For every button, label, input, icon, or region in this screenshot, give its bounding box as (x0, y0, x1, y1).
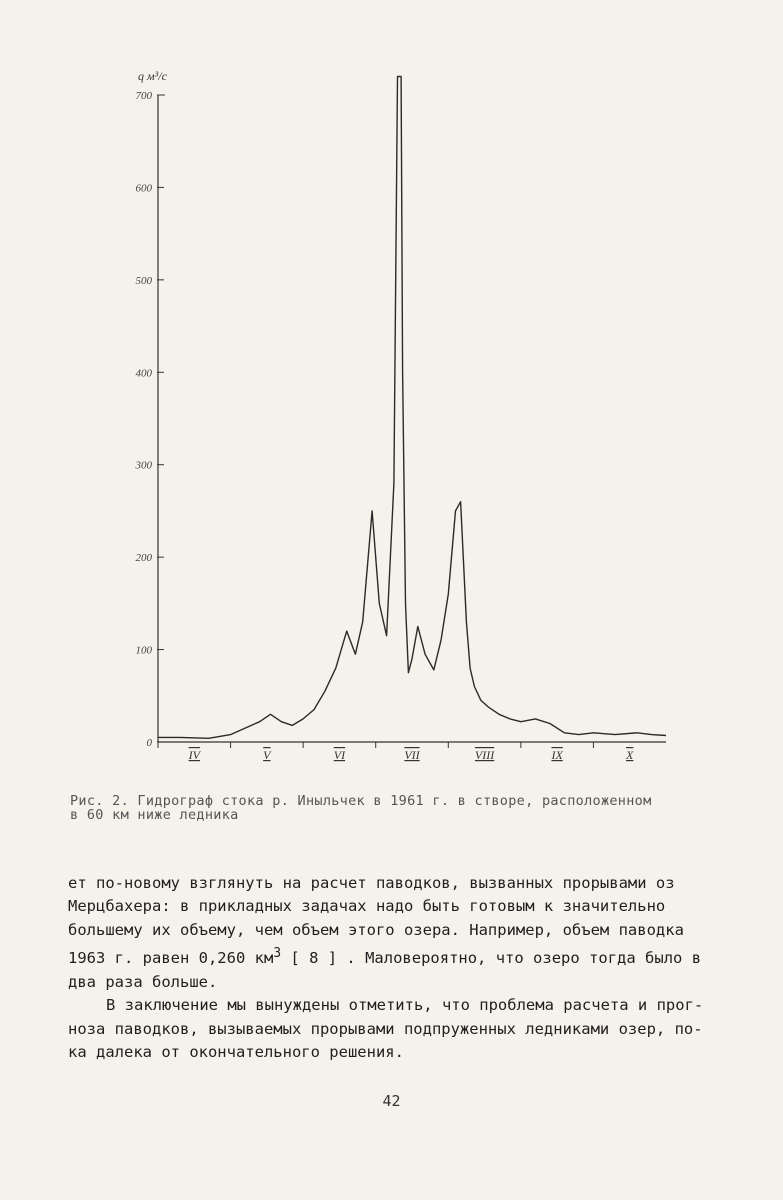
paragraph-2-line-1: В заключение мы вынуждены отметить, что проблема расчета и прог- (106, 996, 704, 1015)
body-text (68, 872, 748, 1064)
x-tick-label-v: V (263, 748, 271, 762)
x-tick-label-vii: VII (404, 748, 420, 762)
x-tick-label-iv: IV (188, 748, 200, 762)
series-line (158, 77, 666, 739)
x-tick-label-ix: IX (551, 748, 563, 762)
paragraph-1-line-3: большему их объему, чем объем этого озера. Например, объем паводка (68, 920, 684, 939)
figure-caption (70, 794, 750, 822)
y-tick-label: 300 (135, 459, 152, 472)
y-tick-label: 600 (135, 182, 152, 195)
x-tick-label-viii: VIII (474, 748, 495, 762)
x-tick-label-x: X (626, 748, 634, 762)
y-tick-label: 0 (146, 737, 152, 749)
x-tick-label-vi: VI (333, 748, 346, 762)
caption-line-2: в 60 км ниже ледника (70, 807, 239, 823)
superscript-3: 3 (273, 946, 282, 962)
line-4-start: 1963 г. равен 0,260 км (68, 949, 274, 968)
paragraph-2-line-2: ноза паводков, вызываемых прорывами подпруженных ледниками озер, по- (68, 1019, 703, 1038)
paragraph-1-line-4 (68, 942, 748, 971)
paragraph-2-line-3: ка далека от окончательного решения. (68, 1043, 404, 1061)
y-axis-label: q м³/с (138, 69, 167, 83)
caption-line-1: Рис. 2. Гидрограф стока р. Иныльчек в 1961 г. в створе, расположенном (70, 793, 652, 809)
y-tick-label: 500 (135, 274, 152, 287)
y-tick-label: 200 (135, 552, 152, 565)
paragraph-1-line-2: Мерцбахера: в прикладных задачах надо быть готовым к значительно (68, 897, 666, 916)
y-tick-label: 700 (135, 90, 152, 102)
paragraph-1-line-5: два раза больше. (68, 972, 218, 991)
page-number: 42 (382, 1092, 401, 1110)
paragraph-1-line-1: ет по-новому взглянуть на расчет паводков, вызванных прорывами оз (68, 874, 675, 892)
y-tick-label: 100 (135, 644, 152, 657)
line-4-end: [ 8 ] . Маловероятно, что озеро тогда было в (281, 949, 702, 968)
y-tick-label: 400 (135, 367, 152, 380)
